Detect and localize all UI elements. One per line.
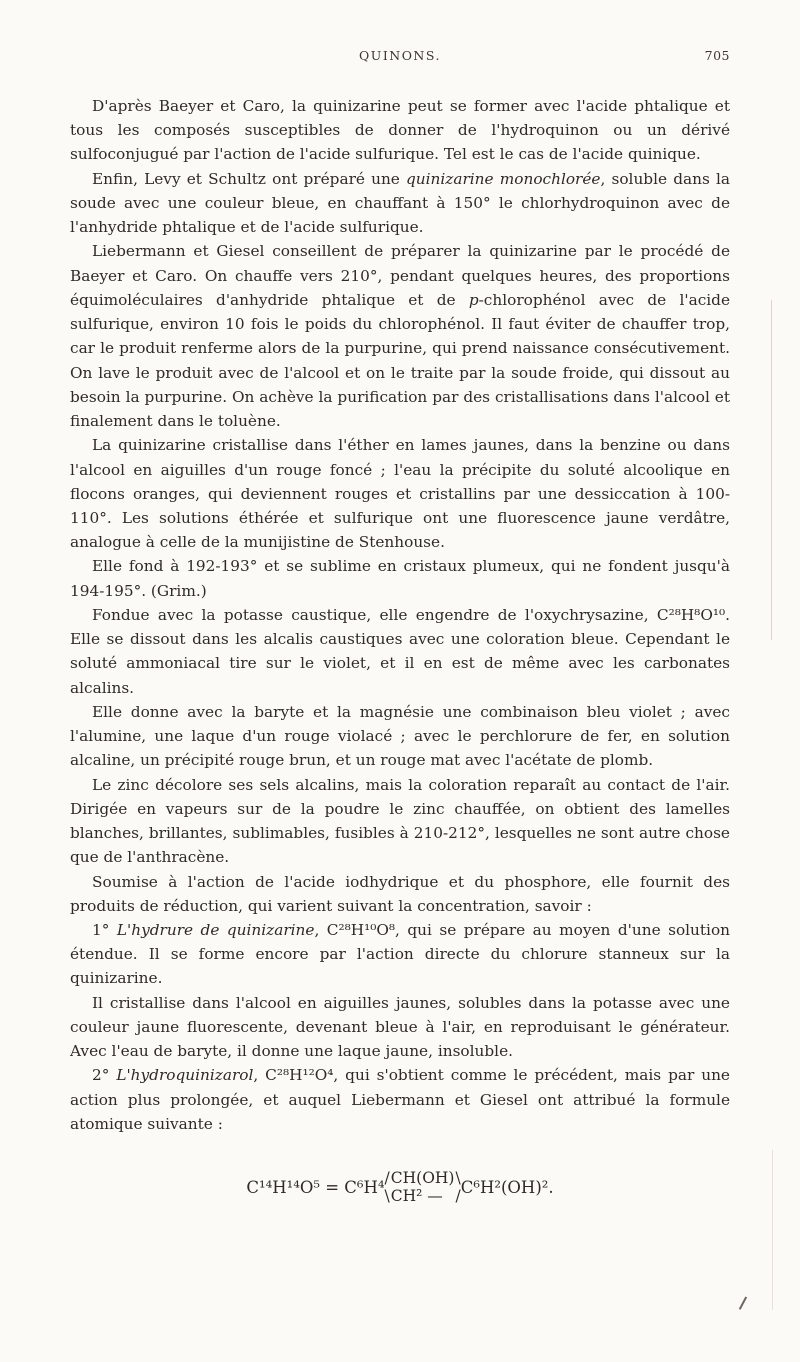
formula-bridge (391, 1170, 455, 1206)
paragraph (70, 1063, 730, 1136)
text-run: 2° (92, 1066, 117, 1085)
bracket-glyph: \ (384, 1186, 390, 1205)
paragraph (70, 991, 730, 1064)
text-run: -chlorophénol avec de l'acide sulfurique, environ 10 fois le poids du chlorophénol. Il faut éviter de chauffer trop, car le produit renferme alors de la purpurine, qui prend naissance consécutivement. On lave le produit avec de l'alcool et on le traite par la soude froide, qui dissout au besoin la purpurine. On achève la purification par des cristallisations dans l'alcool et finalement dans le toluène. (70, 290, 731, 431)
text-run: , C²⁸H¹⁰O⁸, qui se prépare au moyen d'une solution étendue. Il se forme encore par l'action directe du chlorure stanneux sur la quinizarine. (70, 920, 731, 988)
text-run: La quinizarine cristallise dans l'éther en lames jaunes, dans la benzine ou dans l'alcool en aiguilles d'un rouge foncé ; l'eau la précipite du soluté alcoolique en flocons oranges, qui deviennent rouges et cristallins par une dessiccation à 100-110°. Les solutions éthérée et sulfurique ont une fluorescence jaune verdâtre, analogue à celle de la munijistine de Stenhouse. (70, 436, 730, 552)
italic-term: L'hydroquinizarol (116, 1066, 254, 1085)
text-run: , C²⁸H¹²O⁴, qui s'obtient comme le précédent, mais par une action plus prolongée, et auquel Liebermann et Giesel ont attribué la formule atomique suivante : (70, 1066, 730, 1133)
paragraph (70, 167, 730, 240)
paragraph (70, 554, 730, 602)
bracket-glyph: / (455, 1186, 461, 1205)
body-text (70, 94, 730, 1136)
chapter-title: QUINONS. (359, 48, 441, 63)
text-run: Elle donne avec la baryte et la magnésie une combinaison bleu violet ; avec l'alumine, une laque d'un rouge violacé ; avec le perchlorure de fer, en solution alcaline, un précipité rouge brun, et un rouge mat avec l'acétate de plomb. (70, 702, 730, 770)
paragraph (70, 773, 730, 870)
formula-bridge-top: CH(OH) (390, 1169, 455, 1188)
italic-term: quinizarine monochlorée (406, 169, 601, 188)
scan-artifact-line (772, 1150, 773, 1310)
formula-lhs: C¹⁴H¹⁴O⁵ = C⁶H⁴ (246, 1178, 385, 1198)
formula-bridge-bottom: CH² — (390, 1186, 443, 1205)
paragraph (70, 94, 730, 167)
text-run: Le zinc décolore ses sels alcalins, mais la coloration reparaît au contact de l'air. Dirigée en vapeurs sur de la poudre le zinc chauffée, on obtient des lamelles blanches, brillantes, sublimables, fusibles à 210-212°, lesquelles ne sont autre chose que de l'anthracène. (70, 775, 730, 867)
formula-left-bracket (385, 1170, 390, 1206)
formula-rhs: C⁶H²(OH)². (460, 1178, 554, 1198)
paragraph (70, 870, 730, 918)
text-run: 1° (92, 920, 117, 939)
bracket-glyph: / (384, 1169, 390, 1188)
italic-term: L'hydrure de quinizarine (116, 920, 315, 939)
scan-artifact-line (771, 300, 772, 640)
text-run: Enfin, Levy et Schultz ont préparé une (92, 169, 407, 188)
bracket-glyph: \ (455, 1169, 461, 1188)
text-run: Fondue avec la potasse caustique, elle engendre de l'oxychrysazine, C²⁸H⁸O¹⁰. Elle se dissout dans les alcalis caustiques avec une coloration bleue. Cependant le soluté ammoniacal tire sur le violet, et il en est de même avec les carbonates alcalins. (70, 605, 730, 697)
paragraph (70, 433, 730, 554)
text-run: Liebermann et Giesel conseillent de préparer la quinizarine par le procédé de Baeyer et Caro. On chauffe vers 210°, pendant quelques heures, des proportions équimoléculaires d'anhydride phtalique et de (70, 242, 730, 309)
paragraph (70, 700, 730, 773)
text-run: D'après Baeyer et Caro, la quinizarine peut se former avec l'acide phtalique et tous les composés susceptibles de donner de l'hydroquinon ou un dérivé sulfoconjugué par l'action de l'acide sulfurique. Tel est le cas de l'acide quinique. (70, 97, 730, 164)
chemical-formula (70, 1170, 730, 1206)
paragraph (70, 603, 730, 700)
running-head (70, 48, 730, 70)
paragraph (70, 239, 730, 433)
text-run: Elle fond à 192-193° et se sublime en cristaux plumeux, qui ne fondent jusqu'à 194-195°. (Grim.) (70, 557, 730, 600)
scan-artifact-mark (739, 1296, 747, 1309)
text-run: Il cristallise dans l'alcool en aiguilles jaunes, solubles dans la potasse avec une couleur jaune fluorescente, devenant bleue à l'air, en reproduisant le générateur. Avec l'eau de baryte, il donne une laque jaune, insoluble. (70, 993, 730, 1061)
paragraph (70, 918, 730, 991)
page-number: 705 (704, 48, 730, 63)
italic-term: p (468, 290, 479, 309)
text-run: Soumise à l'action de l'acide iodhydrique et du phosphore, elle fournit des produits de réduction, qui varient suivant la concentration, savoir : (70, 872, 730, 915)
text-run: , soluble dans la soude avec une couleur bleue, en chauffant à 150° le chlorhydroquinon avec de l'anhydride phtalique et de l'acide sulfurique. (70, 169, 730, 237)
